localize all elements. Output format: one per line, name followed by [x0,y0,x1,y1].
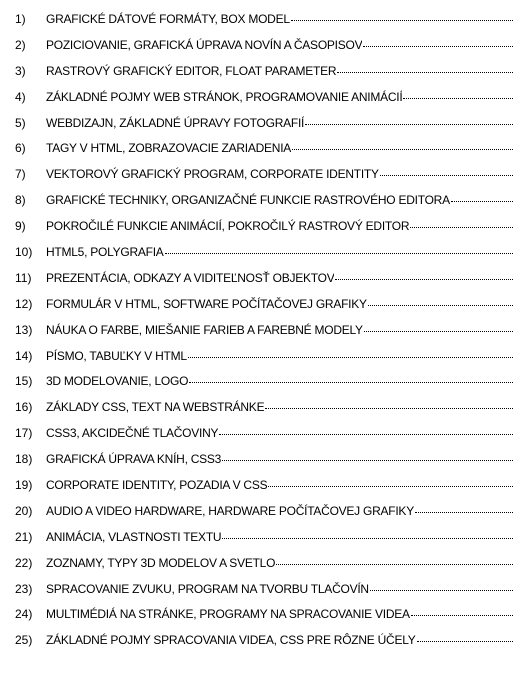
dot-leader [337,71,513,73]
item-number: 10) [15,245,33,260]
dot-leader [188,356,513,358]
list-item [0,7,517,33]
dot-leader [370,589,513,591]
list-item [0,318,517,344]
item-title: ZÁKLADNÉ POJMY SPRACOVANIA VIDEA, CSS PRE RÔZNE ÚČELY [46,633,416,648]
item-number: 9) [15,219,26,234]
item-number: 19) [15,478,33,493]
dot-leader [268,485,513,487]
list-item [0,499,517,525]
list-item [0,266,517,292]
list-item [0,59,517,85]
item-number: 14) [15,348,33,363]
list-item [0,240,517,266]
item-number: 24) [15,607,33,622]
item-title: MULTIMÉDIÁ NA STRÁNKE, PROGRAMY NA SPRACOVANIE VIDEA [46,607,410,622]
dot-leader [415,511,513,513]
item-number: 8) [15,193,26,208]
list-item [0,33,517,59]
list-item [0,421,517,447]
dot-leader [417,640,513,642]
topic-list [0,7,517,654]
item-number: 4) [15,89,26,104]
dot-leader [335,278,513,280]
item-title: NÁUKA O FARBE, MIEŠANIE FARIEB A FAREBNÉ MODELY [46,322,363,337]
item-title: ZOZNAMY, TYPY 3D MODELOV A SVETLO [46,555,276,570]
item-title: SPRACOVANIE ZVUKU, PROGRAM NA TVORBU TLAČOVÍN [46,581,369,596]
item-title: PÍSMO, TABUĽKY V HTML [46,348,187,363]
item-title: GRAFICKÁ ÚPRAVA KNÍH, CSS3 [46,452,222,467]
dot-leader [363,45,513,47]
dot-leader [219,433,513,435]
list-item [0,214,517,240]
list-item [0,473,517,499]
item-title: POKROČILÉ FUNKCIE ANIMÁCIÍ, POKROČILÝ RASTROVÝ EDITOR [46,219,410,234]
item-number: 1) [15,12,26,26]
item-title: HTML5, POLYGRAFIA [46,245,164,260]
dot-leader [410,226,513,228]
list-item [0,577,517,603]
list-item [0,628,517,654]
dot-leader [305,123,513,125]
item-number: 11) [15,270,32,285]
list-item [0,111,517,137]
item-title: POZICIOVANIE, GRAFICKÁ ÚPRAVA NOVÍN A ČASOPISOV [46,37,363,52]
list-item [0,188,517,214]
dot-leader [222,459,513,461]
item-number: 25) [15,633,33,648]
item-title: CSS3, AKCIDEČNÉ TLAČOVINY [46,426,219,441]
dot-leader [411,614,513,616]
dot-leader [291,19,513,21]
item-title: GRAFICKÉ DÁTOVÉ FORMÁTY, BOX MODEL [46,12,290,26]
list-item [0,395,517,421]
item-number: 18) [15,452,33,467]
item-number: 22) [15,555,33,570]
item-number: 7) [15,167,26,182]
dot-leader [165,252,513,254]
item-number: 17) [15,426,33,441]
item-title: VEKTOROVÝ GRAFICKÝ PROGRAM, CORPORATE IDENTITY [46,167,379,182]
dot-leader [292,148,513,150]
dot-leader [364,330,513,332]
list-item [0,447,517,473]
dot-leader [451,200,513,202]
item-title: FORMULÁR V HTML, SOFTWARE POČÍTAČOVEJ GRAFIKY [46,296,367,311]
list-item [0,344,517,370]
list-item [0,162,517,188]
list-item [0,369,517,395]
item-title: ANIMÁCIA, VLASTNOSTI TEXTU [46,529,222,544]
item-number: 15) [15,374,33,389]
list-item [0,602,517,628]
item-number: 20) [15,503,33,518]
item-number: 2) [15,37,26,52]
list-item [0,136,517,162]
item-title: GRAFICKÉ TECHNIKY, ORGANIZAČNÉ FUNKCIE RASTROVÉHO EDITORA [46,193,450,208]
item-number: 23) [15,581,33,596]
item-title: ZÁKLADNÉ POJMY WEB STRÁNOK, PROGRAMOVANIE ANIMÁCIÍ [46,89,403,104]
item-number: 6) [15,141,26,156]
dot-leader [276,563,513,565]
list-item [0,85,517,111]
item-number: 3) [15,63,26,78]
list-item [0,525,517,551]
item-title: TAGY V HTML, ZOBRAZOVACIE ZARIADENIA [46,141,292,156]
item-title: AUDIO A VIDEO HARDWARE, HARDWARE POČÍTAČOVEJ GRAFIKY [46,503,414,518]
item-title: WEBDIZAJN, ZÁKLADNÉ ÚPRAVY FOTOGRAFIÍ [46,115,305,130]
dot-leader [368,304,513,306]
item-number: 21) [15,529,33,544]
item-number: 5) [15,115,26,130]
dot-leader [403,97,513,99]
item-number: 13) [15,322,33,337]
item-number: 16) [15,400,33,415]
list-item [0,292,517,318]
dot-leader [380,174,513,176]
item-number: 12) [15,296,33,311]
item-title: CORPORATE IDENTITY, POZADIA V CSS [46,478,268,493]
item-title: PREZENTÁCIA, ODKAZY A VIDITEĽNOSŤ OBJEKTOV [46,270,335,285]
list-item [0,551,517,577]
dot-leader [265,407,513,409]
item-title: 3D MODELOVANIE, LOGO [46,374,189,389]
dot-leader [189,381,513,383]
item-title: RASTROVÝ GRAFICKÝ EDITOR, FLOAT PARAMETER [46,63,337,78]
dot-leader [222,537,513,539]
item-title: ZÁKLADY CSS, TEXT NA WEBSTRÁNKE [46,400,265,415]
